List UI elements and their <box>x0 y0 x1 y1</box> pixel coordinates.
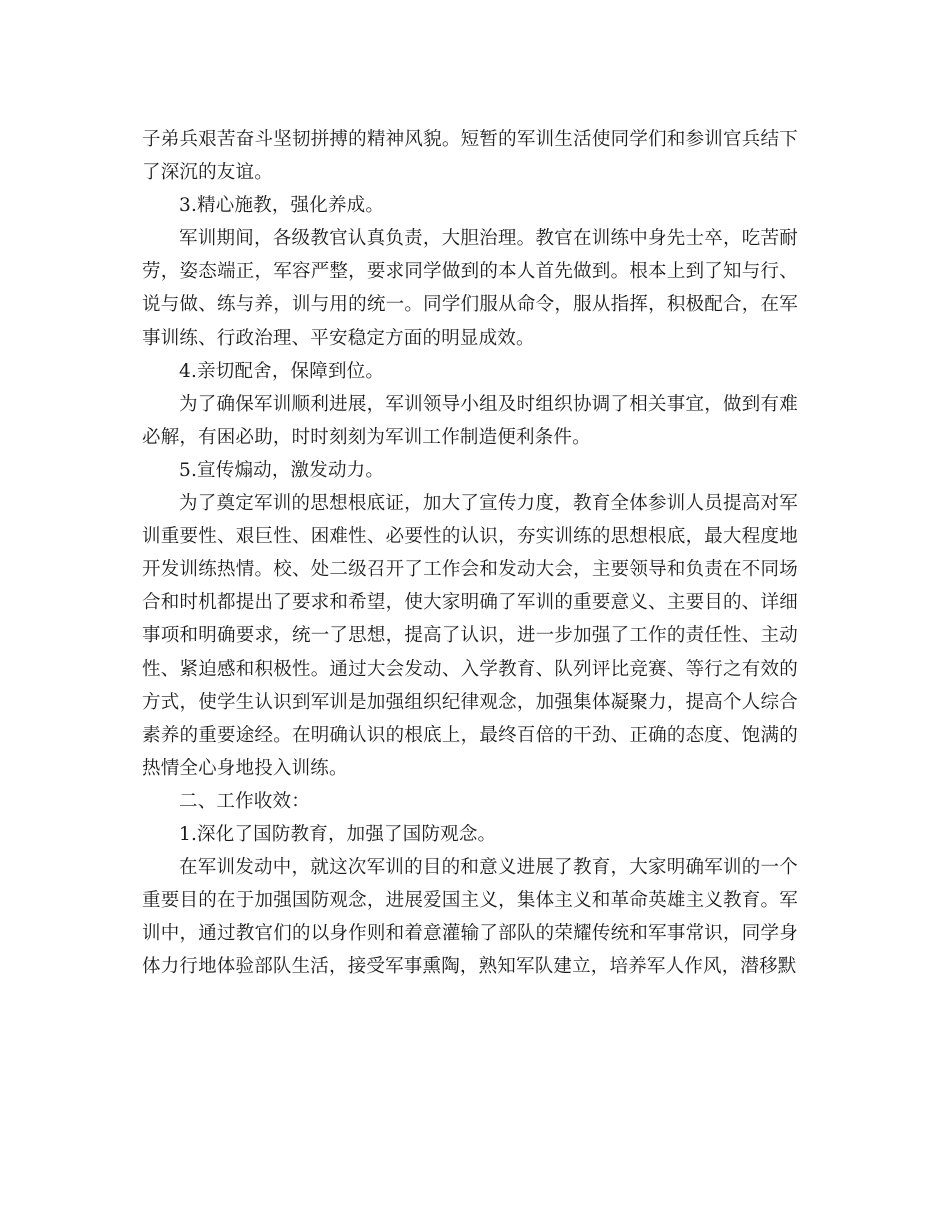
paragraph-publicity: 为了奠定军训的思想根底证，加大了宣传力度，教育全体参训人员提高对军训重要性、艰巨性、困难性、必要性的认识，夯实训练的思想根底，最大程度地开发训练热情。校、处二级召开了工作会和发动大会，主要领导和负责在不同场合和时机都提出了要求和希望，使大家明确了军训的重要意义、主要目的、详细事项和明确要求，统一了思想，提高了认识，进一步加强了工作的责任性、主动性、紧迫感和积极性。通过大会发动、入学教育、队列评比竞赛、等行之有效的方式，使学生认识到军训是加强组织纪律观念，加强集体凝聚力，提高个人综合素养的重要途经。在明确认识的根底上，最终百倍的干劲、正确的态度、饱满的热情全心身地投入训练。 <box>142 493 798 779</box>
paragraph-instructors: 军训期间，各级教官认真负责，大胆治理。教官在训练中身先士卒，吃苦耐劳，姿态端正，军容严整，要求同学做到的本人首先做到。根本上到了知与行、说与做、练与养，训与用的统一。同学们服从命令，服从指挥，积极配合，在军事训练、行政治理、平安稳定方面的明显成效。 <box>142 228 798 349</box>
document-body <box>142 123 798 983</box>
paragraph-logistics: 为了确保军训顺利进展，军训领导小组及时组织协调了相关事宜，做到有难必解，有困必助，时时刻刻为军训工作制造便利条件。 <box>142 393 798 448</box>
heading-item-5: 5.宣传煽动，激发动力。 <box>179 459 385 481</box>
heading-item-4: 4.亲切配舍，保障到位。 <box>179 360 385 382</box>
section-heading-results: 二、工作收效： <box>179 790 310 812</box>
heading-result-1: 1.深化了国防教育，加强了国防观念。 <box>179 823 497 845</box>
heading-item-3: 3.精心施教，强化养成。 <box>179 195 385 217</box>
paragraph-national-defense: 在军训发动中，就这次军训的目的和意义进展了教育，大家明确军训的一个重要目的在于加强国防观念，进展爱国主义，集体主义和革命英雄主义教育。军训中，通过教官们的以身作则和着意灌输了部队的荣耀传统和军事常识，同学身体力行地体验部队生活，接受军事熏陶，熟知军队建立，培养军人作风，潜移默 <box>142 857 798 978</box>
paragraph-continuation: 子弟兵艰苦奋斗坚韧拼搏的精神风貌。短暂的军训生活使同学们和参训官兵结下了深沉的友谊。 <box>142 129 798 184</box>
